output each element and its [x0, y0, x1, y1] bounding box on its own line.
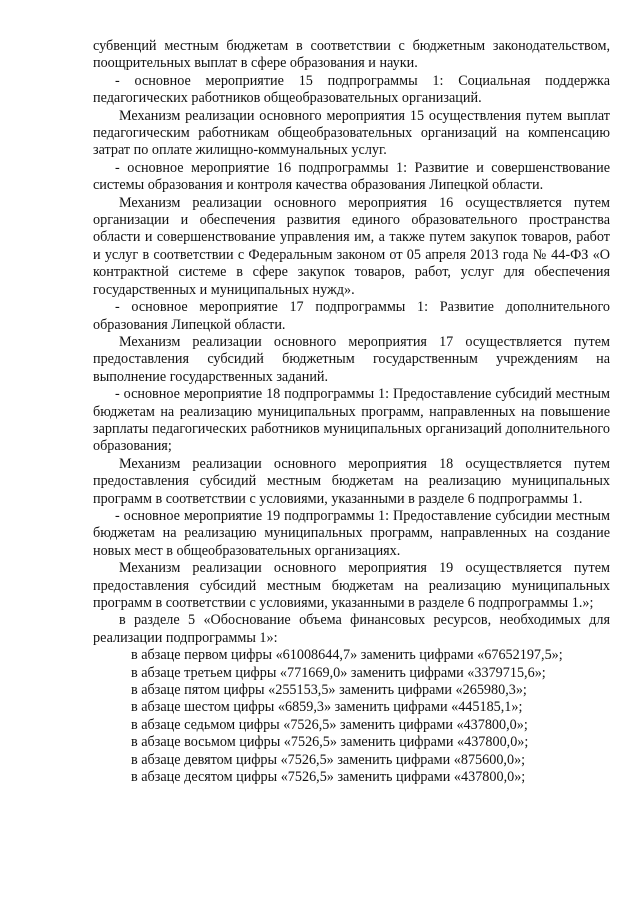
amendment-item: в абзаце десятом цифры «7526,5» заменить цифрами «437800,0»;	[131, 769, 526, 786]
amendment-item: в абзаце седьмом цифры «7526,5» заменить цифрами «437800,0»;	[131, 716, 528, 733]
paragraph-mechanism-19: Механизм реализации основного мероприятия 19 осуществляется путем предоставления субсидий местным бюджетам на реализацию муниципальных программ в соответствии с условиями, указанными в разделе 6 подпрограммы 1.»;	[93, 560, 610, 611]
amendment-item: в абзаце первом цифры «61008644,7» заменить цифрами «67652197,5»;	[131, 647, 563, 664]
amendment-item: в абзаце шестом цифры «6859,3» заменить цифрами «445185,1»;	[131, 699, 523, 716]
paragraph-measure-19: - основное мероприятие 19 подпрограммы 1: Предоставление субсидии местным бюджетам на реализацию муниципальных программ, направленных на создание новых мест в общеобразовательных организациях.	[93, 507, 610, 559]
paragraph-subventions-continuation: субвенций местным бюджетам в соответствии с бюджетным законодательством, поощрительных выплат в сфере образования и науки.	[93, 38, 610, 72]
paragraph-measure-18: - основное мероприятие 18 подпрограммы 1: Предоставление субсидий местным бюджетам на реализацию муниципальных программ, направленных на повышение зарплаты педагогических работников муниципальных организаций дополнительного образования;	[93, 386, 610, 455]
amendment-item: в абзаце восьмом цифры «7526,5» заменить цифрами «437800,0»;	[131, 734, 529, 751]
paragraph-mechanism-17: Механизм реализации основного мероприятия 17 осуществляется путем предоставления субсидий бюджетным государственным учреждениям на выполнение государственных заданий.	[93, 333, 610, 385]
paragraph-mechanism-16: Механизм реализации основного мероприятия 16 осуществляется путем организации и обеспечения развития единого образовательного пространства области и совершенствование управления им, а также путем закупок товаров, работ и услуг в соответствии с Федеральным законом от 05 апреля 2013 года № 44-ФЗ «О контрактной системе в сфере закупок товаров, работ, услуг для обеспечения государственных и муниципальных нужд».	[93, 194, 610, 298]
document-page	[93, 38, 610, 786]
paragraph-measure-16: - основное мероприятие 16 подпрограммы 1: Развитие и совершенствование системы образования и контроля качества образования Липецкой области.	[93, 159, 610, 194]
amendment-list	[93, 647, 610, 786]
paragraph-mechanism-18: Механизм реализации основного мероприятия 18 осуществляется путем предоставления субсидий местным бюджетам на реализацию муниципальных программ в соответствии с условиями, указанными в разделе 6 подпрограммы 1.	[93, 455, 610, 507]
paragraph-measure-17: - основное мероприятие 17 подпрограммы 1: Развитие дополнительного образования Липецкой области.	[93, 299, 610, 333]
amendment-item: в абзаце пятом цифры «255153,5» заменить цифрами «265980,3»;	[131, 682, 527, 699]
paragraph-mechanism-15: Механизм реализации основного мероприятия 15 осуществления путем выплат педагогическим работникам общеобразовательных организаций на компенсацию затрат по оплате жилищно-коммунальных услуг.	[93, 107, 610, 159]
amendment-item: в абзаце девятом цифры «7526,5» заменить цифрами «875600,0»;	[131, 751, 526, 768]
paragraph-measure-15: - основное мероприятие 15 подпрограммы 1: Социальная поддержка педагогических работников общеобразовательных организаций.	[93, 72, 610, 107]
paragraph-section-5-intro: в разделе 5 «Обоснование объема финансовых ресурсов, необходимых для реализации подпрограммы 1»:	[93, 612, 610, 646]
amendment-item: в абзаце третьем цифры «771669,0» заменить цифрами «3379715,6»;	[131, 664, 546, 681]
